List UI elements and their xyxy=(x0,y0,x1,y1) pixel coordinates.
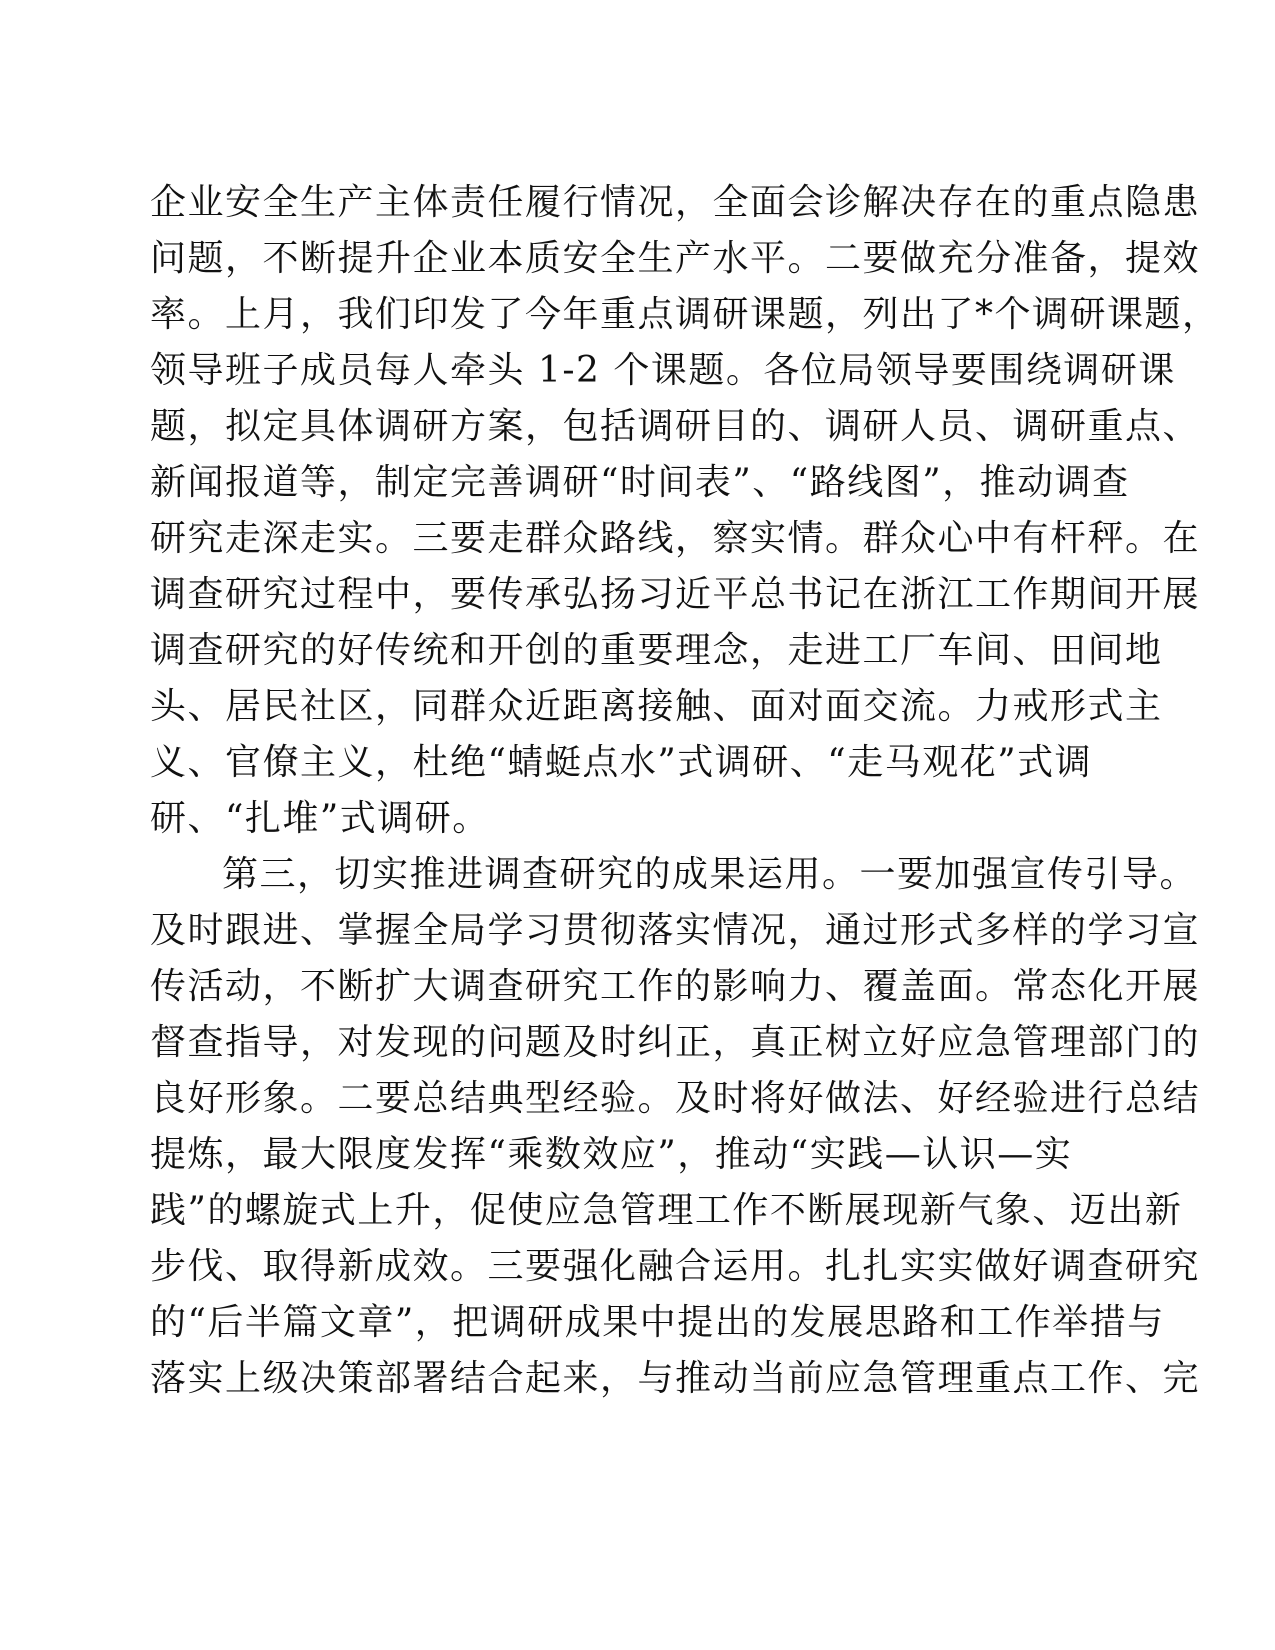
text-line: 及时跟进、掌握全局学习贯彻落实情况，通过形式多样的学习宣 xyxy=(150,910,1201,951)
text-line: 企业安全生产主体责任履行情况，全面会诊解决存在的重点隐患 xyxy=(150,182,1201,223)
text-line: 调查研究的好传统和开创的重要理念，走进工厂车间、田间地 xyxy=(150,630,1163,671)
text-line: 义、官僚主义，杜绝“蜻蜓点水”式调研、“走马观花”式调 xyxy=(150,742,1093,783)
text-line: 领导班子成员每人牵头 1-2 个课题。各位局领导要围绕调研课 xyxy=(150,350,1176,391)
text-line: 问题，不断提升企业本质安全生产水平。二要做充分准备，提效 xyxy=(150,238,1201,279)
text-line: 率。上月，我们印发了今年重点调研课题，列出了*个调研课题， xyxy=(150,294,1220,335)
text-line: 研究走深走实。三要走群众路线，察实情。群众心中有杆秤。在 xyxy=(150,518,1201,559)
text-line: 提炼，最大限度发挥“乘数效应”，推动“实践—认识—实 xyxy=(150,1134,1073,1175)
text-line: 题，拟定具体调研方案，包括调研目的、调研人员、调研重点、 xyxy=(150,406,1201,447)
text-line: 调查研究过程中，要传承弘扬习近平总书记在浙江工作期间开展 xyxy=(150,574,1201,615)
text-line: 践”的螺旋式上升，促使应急管理工作不断展现新气象、迈出新 xyxy=(150,1190,1183,1231)
text-line: 传活动，不断扩大调查研究工作的影响力、覆盖面。常态化开展 xyxy=(150,966,1201,1007)
text-line: 落实上级决策部署结合起来，与推动当前应急管理重点工作、完 xyxy=(150,1358,1201,1399)
text-line: 头、居民社区，同群众近距离接触、面对面交流。力戒形式主 xyxy=(150,686,1163,727)
text-line: 的“后半篇文章”，把调研成果中提出的发展思路和工作举措与 xyxy=(150,1302,1165,1343)
text-line: 新闻报道等，制定完善调研“时间表”、“路线图”，推动调查 xyxy=(150,462,1130,503)
paragraph-start-line: 第三，切实推进调查研究的成果运用。一要加强宣传引导。 xyxy=(222,854,1198,895)
text-line: 督查指导，对发现的问题及时纠正，真正树立好应急管理部门的 xyxy=(150,1022,1201,1063)
text-line: 步伐、取得新成效。三要强化融合运用。扎扎实实做好调查研究 xyxy=(150,1246,1201,1287)
text-line: 良好形象。二要总结典型经验。及时将好做法、好经验进行总结 xyxy=(150,1078,1201,1119)
text-line: 研、“扎堆”式调研。 xyxy=(150,798,490,839)
